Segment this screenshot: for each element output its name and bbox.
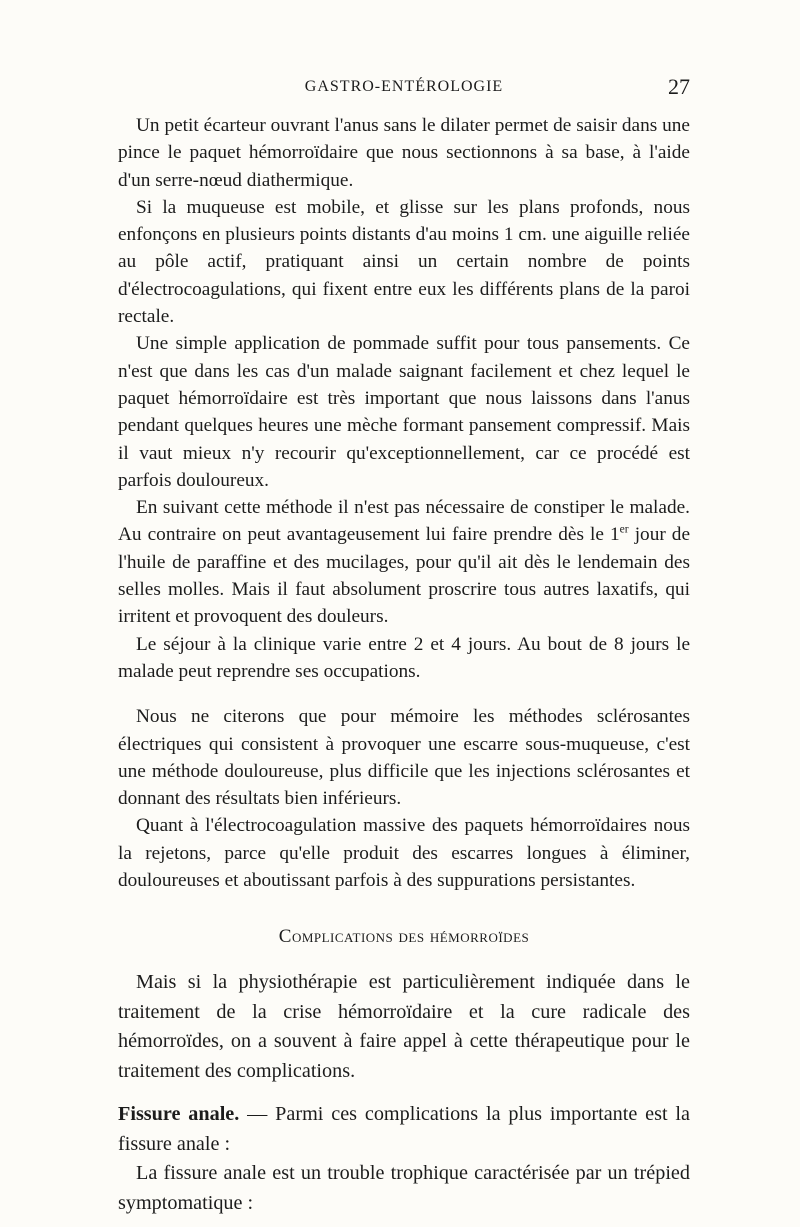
ordinal-superscript: er xyxy=(619,523,629,537)
paragraph-text: En suivant cette méthode il n'est pas nécessaire de constiper le malade. Au contraire on peut avantageusement lui faire prendre dès le 1 xyxy=(118,497,690,546)
paragraph xyxy=(118,1100,690,1159)
term-heading: Fissure anale. xyxy=(118,1103,240,1126)
paragraph: Quant à l'électrocoagulation massive des paquets hémorroïdaires nous la rejetons, parce qu'elle produit des escarres longues à éliminer, douloureuses et aboutissant parfois à des suppurations persistantes. xyxy=(118,815,690,892)
paragraph-text: jour de l'huile de paraffine et des mucilages, pour qu'il ait dès le lendemain des selles molles. Mais il faut absolument proscrire tous autres laxatifs, qui irritent et provoquent des douleurs. xyxy=(118,524,690,628)
paragraph: Le séjour à la clinique varie entre 2 et 4 jours. Au bout de 8 jours le malade peut reprendre ses occupations. xyxy=(118,633,690,682)
page-header xyxy=(118,74,690,104)
paragraph: La fissure anale est un trouble trophique caractérisée par un trépied symptomatique : xyxy=(118,1162,690,1214)
page-number: 27 xyxy=(668,74,690,99)
paragraph xyxy=(118,494,690,630)
running-head: GASTRO-ENTÉROLOGIE xyxy=(304,78,504,95)
paragraph: Un petit écarteur ouvrant l'anus sans le dilater permet de saisir dans une pince le paquet hémorroïdaire que nous sectionnons à sa base, à l'aide d'un serre-nœud diathermique. xyxy=(118,115,690,191)
page-body xyxy=(118,112,690,1218)
paragraph: Si la muqueuse est mobile, et glisse sur les plans profonds, nous enfonçons en plusieurs points distants d'au moins 1 cm. une aiguille reliée au pôle actif, pratiquant ainsi un certain nombre de points d'électrocoagulations, qui fixent entre eux les différents plans de la paroi rectale. xyxy=(118,196,690,328)
section-heading: Complications des hémorroïdes xyxy=(278,926,530,948)
paragraph: Mais si la physiothérapie est particulièrement indiquée dans le traitement de la crise hémorroïdaire et la cure radicale des hémorroïdes, on a souvent à faire appel à cette thérapeutique pour le traitement des complications. xyxy=(118,971,690,1082)
paragraph: Une simple application de pommade suffit pour tous pansements. Ce n'est que dans les cas d'un malade saignant facilement et chez lequel le paquet hémorroïdaire est très important que nous laissons dans l'anus pendant quelques heures une mèche formant pansement compressif. Mais il vaut mieux n'y recourir qu'exceptionnellement, car ce procédé est parfois douloureux. xyxy=(118,333,690,491)
paragraph: Nous ne citerons que pour mémoire les méthodes sclérosantes électriques qui consistent à provoquer une escarre sous-muqueuse, c'est une méthode douloureuse, plus difficile que les injections sclérosantes et donnant des résultats bien inférieurs. xyxy=(118,706,690,810)
paragraph-text: — Parmi ces complications la plus importante est la fissure anale : xyxy=(118,1103,690,1155)
